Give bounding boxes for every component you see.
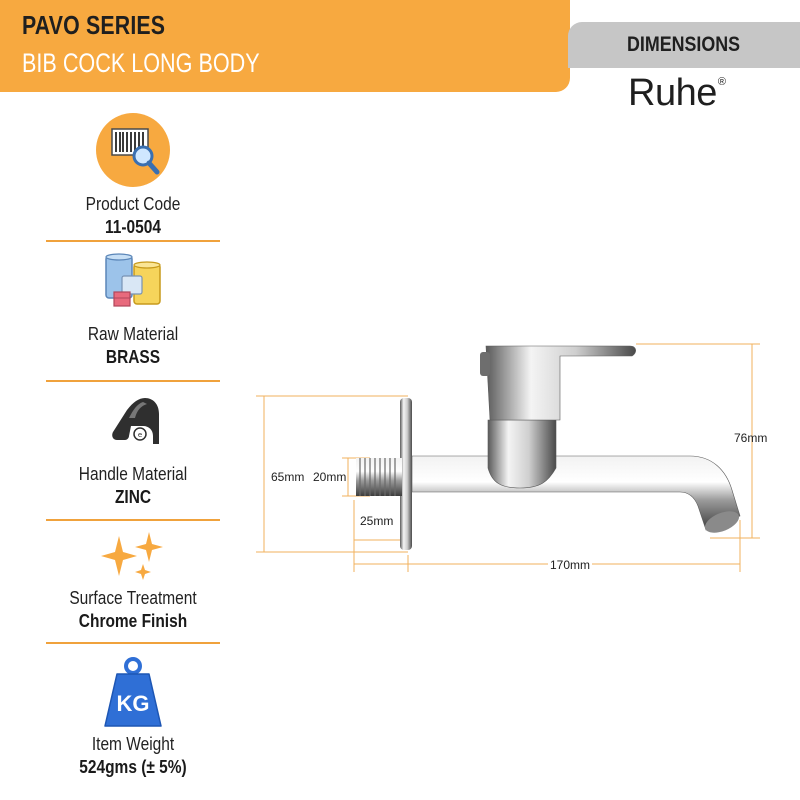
spec-label: Surface Treatment bbox=[69, 588, 197, 608]
spec-value: Chrome Finish bbox=[78, 611, 188, 631]
spec-value: BRASS bbox=[105, 347, 161, 367]
brand-name: Ruhe bbox=[628, 72, 717, 114]
spec-value: ZINC bbox=[114, 487, 152, 507]
series-title: PAVO SERIES bbox=[22, 10, 166, 40]
registered-mark: ® bbox=[717, 76, 726, 88]
dim-flange-height: 65mm bbox=[271, 470, 305, 484]
product-name: BIB COCK LONG BODY bbox=[22, 48, 260, 78]
threaded-inlet bbox=[356, 458, 402, 496]
dim-total-height: 76mm bbox=[734, 431, 768, 445]
kg-badge-text: KG bbox=[116, 691, 150, 716]
dim-thread-diameter: 20mm bbox=[313, 470, 347, 484]
dimensions-label: DIMENSIONS bbox=[627, 33, 741, 56]
spec-value: 524gms (± 5%) bbox=[79, 757, 187, 777]
spec-label: Product Code bbox=[85, 194, 181, 214]
spec-label: Handle Material bbox=[78, 464, 188, 484]
lever-handle bbox=[486, 346, 636, 420]
valve-column bbox=[488, 420, 556, 488]
svg-text:e: e bbox=[137, 431, 143, 439]
spec-label: Raw Material bbox=[87, 324, 179, 344]
dim-total-length: 170mm bbox=[550, 558, 591, 572]
handle-knob bbox=[480, 352, 490, 376]
dim-thread-length: 25mm bbox=[360, 514, 394, 528]
spec-value: 11-0504 bbox=[105, 217, 161, 237]
spec-label: Item Weight bbox=[91, 734, 175, 754]
spout-body bbox=[412, 456, 740, 530]
